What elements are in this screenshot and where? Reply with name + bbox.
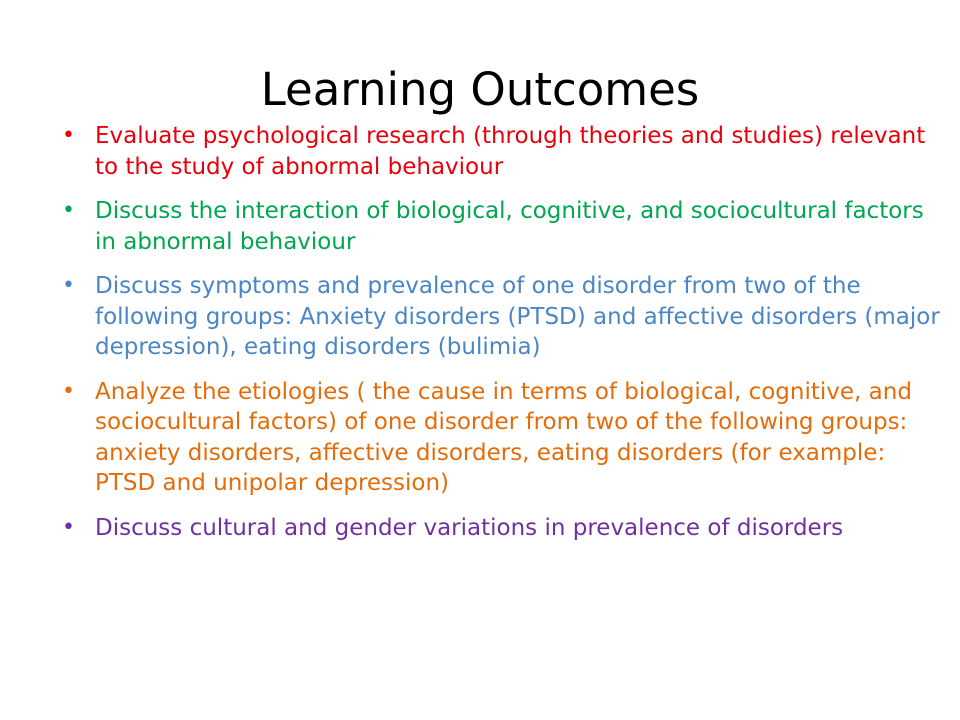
list-item-text: Discuss the interaction of biological, cognitive, and sociocultural factors in abnormal behaviour	[95, 198, 924, 255]
list-item	[62, 377, 942, 499]
bullet-icon: •	[62, 273, 75, 298]
learning-outcomes-list	[62, 121, 942, 557]
list-item-text: Evaluate psychological research (through theories and studies) relevant to the study of abnormal behaviour	[95, 123, 926, 180]
slide-title: Learning Outcomes	[260, 63, 700, 116]
bullet-icon: •	[62, 514, 75, 540]
bullet-icon: •	[62, 378, 75, 404]
list-item	[62, 196, 942, 257]
list-item	[62, 271, 942, 363]
bullet-icon: •	[62, 123, 75, 148]
list-item-text: Analyze the etiologies ( the cause in terms of biological, cognitive, and sociocultural factors) of one disorder from two of the following groups: anxiety disorders, affective disorders, eating disorders (for example: PTSD and unipolar depression)	[95, 378, 912, 496]
list-item-text: Discuss cultural and gender variations in prevalence of disorders	[95, 514, 844, 541]
bullet-icon: •	[62, 198, 75, 223]
list-item-text: Discuss symptoms and prevalence of one disorder from two of the following groups: Anxiety disorders (PTSD) and affective disorders (major depression), eating disorders (bulimia)	[95, 273, 940, 360]
list-item	[62, 513, 942, 544]
list-item	[62, 121, 942, 182]
